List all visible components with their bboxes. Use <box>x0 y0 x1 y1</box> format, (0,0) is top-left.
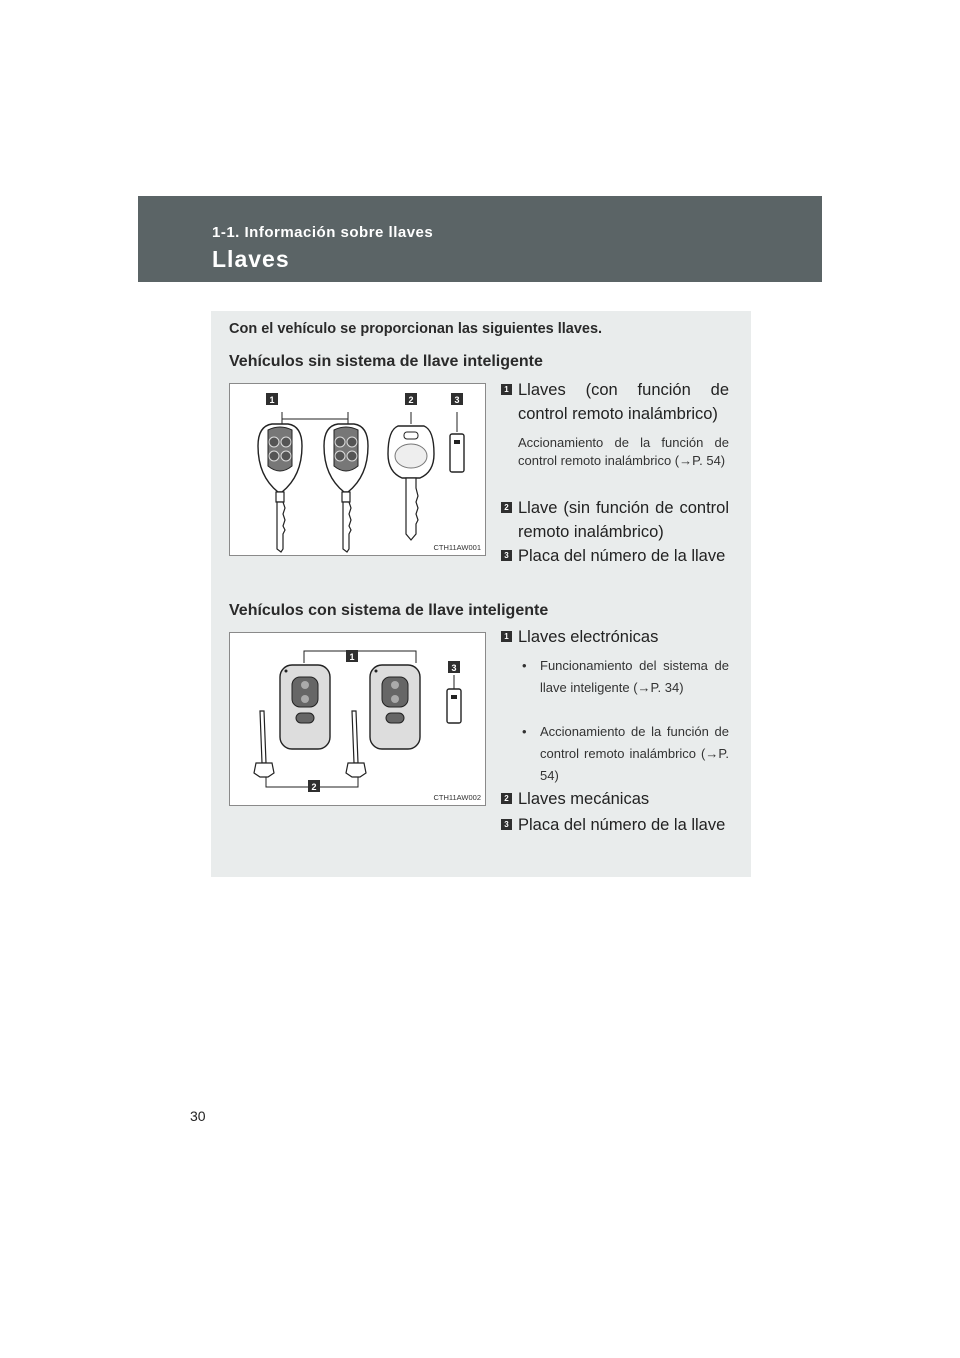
remote-key-icon <box>324 424 368 552</box>
callout-2: 2 <box>311 782 317 792</box>
smart-keys-illustration <box>230 633 487 807</box>
figure-code: CTH11AW002 <box>433 793 481 802</box>
item-number: 2 <box>501 502 512 513</box>
bullet-text: Funcionamiento del sistema de llave inteligente (→P. 34) <box>540 658 729 695</box>
callout-1: 1 <box>349 652 355 662</box>
callout-1: 1 <box>269 395 275 405</box>
figure-smart-keys <box>229 632 486 806</box>
item-text: Llaves electrónicas <box>518 628 659 646</box>
electronic-key-icon <box>370 665 420 749</box>
item-number: 1 <box>501 384 512 395</box>
content-panel <box>211 311 751 877</box>
item-number: 3 <box>501 550 512 561</box>
callout-2: 2 <box>408 395 414 405</box>
callout-3: 3 <box>454 395 460 405</box>
section-header <box>138 196 822 282</box>
bullet-text: Accionamiento de la función de control remoto inalámbrico (→P. 54) <box>540 724 729 783</box>
plain-key-icon <box>388 426 434 540</box>
page-title: Llaves <box>212 246 290 272</box>
item-text: Llaves mecánicas <box>518 790 650 808</box>
section1-heading: Vehículos sin sistema de llave inteligente <box>229 353 543 370</box>
item-number: 2 <box>501 793 512 804</box>
bullet-dot: • <box>522 658 527 673</box>
keys-illustration <box>230 384 487 557</box>
intro-text: Con el vehículo se proporcionan las siguientes llaves. <box>229 321 603 337</box>
bullet-dot: • <box>522 724 527 739</box>
key-number-plate-icon <box>447 689 461 723</box>
remote-key-icon <box>258 424 302 552</box>
key-number-plate-icon <box>450 434 464 472</box>
item-text: Placa del número de la llave <box>518 816 726 834</box>
item-text: Placa del número de la llave <box>518 547 726 565</box>
section2-heading: Vehículos con sistema de llave inteligente <box>229 602 549 619</box>
item-number: 3 <box>501 819 512 830</box>
figure-code: CTH11AW001 <box>433 543 481 552</box>
item-text: Llaves (con función de control remoto inalámbrico) <box>518 381 729 423</box>
item-number: 1 <box>501 631 512 642</box>
figure-standard-keys <box>229 383 486 556</box>
page-number: 30 <box>190 1108 206 1124</box>
electronic-key-icon <box>280 665 330 749</box>
mechanical-key-icon <box>254 711 274 777</box>
section-label: 1-1. Información sobre llaves <box>212 224 434 241</box>
item-text: Llave (sin función de control remoto inalámbrico) <box>518 499 729 541</box>
callout-3: 3 <box>451 663 457 673</box>
mechanical-key-icon <box>346 711 366 777</box>
item-note: Accionamiento de la función de control remoto inalámbrico (→P. 54) <box>518 435 729 468</box>
